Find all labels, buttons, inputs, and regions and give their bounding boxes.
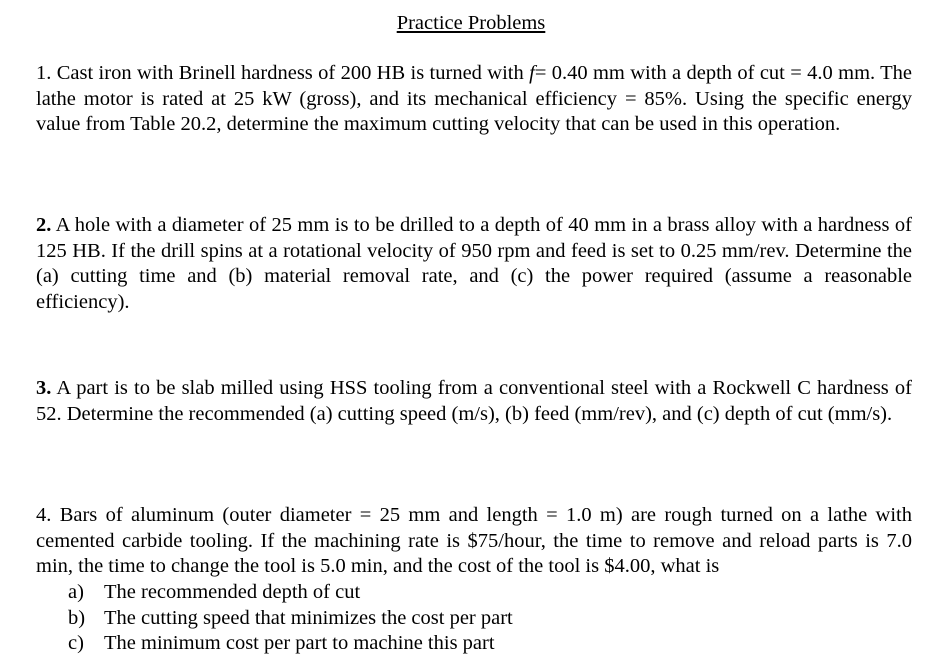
problem-4-text: Bars of aluminum (outer diameter = 25 mm and length = 1.0 m) are rough turned on a lathe with cemented carbide tooling. If the machining rate is $75/hour, the time to remove and reload parts is 7.0 min, the time to change the tool is 5.0 min, and the cost of the tool is $4.00, what is xyxy=(36,504,912,577)
item-text: The cutting speed that minimizes the cost per part xyxy=(104,607,513,629)
problem-1 xyxy=(36,61,912,138)
problem-2-number: 2. xyxy=(36,214,52,236)
problem-1-number: 1. xyxy=(36,62,52,84)
item-text: The recommended depth of cut xyxy=(104,581,361,603)
item-label: a) xyxy=(68,581,84,603)
problem-4 xyxy=(36,503,912,580)
problem-2 xyxy=(36,213,912,315)
problem-1-text-b: = 0.40 mm with a depth of cut = 4.0 mm. The lathe motor is rated at 25 kW (gross), and its mechanical efficiency = 85%. Using the specific energy value from Table 20.2, determine the maximum cutting velocity that can be used in this operation. xyxy=(36,62,913,135)
problem-3 xyxy=(36,376,912,427)
problem-1-text-a: Cast iron with Brinell hardness of 200 HB is turned with xyxy=(56,62,524,84)
item-label: b) xyxy=(68,607,86,629)
problem-4-item-c xyxy=(68,631,495,657)
problem-4-item-a xyxy=(68,580,360,606)
problem-4-item-b xyxy=(68,606,513,632)
feed-variable: f xyxy=(529,62,535,84)
problem-3-number: 3. xyxy=(36,377,52,399)
page-title: Practice Problems xyxy=(396,12,546,34)
item-text: The minimum cost per part to machine this part xyxy=(104,632,495,654)
problem-3-text: A part is to be slab milled using HSS tooling from a conventional steel with a Rockwell C hardness of 52. Determine the recommended (a) cutting speed (m/s), (b) feed (mm/rev), and (c) depth of cut (mm/s). xyxy=(36,377,912,425)
item-label: c) xyxy=(68,632,84,654)
problem-2-text: A hole with a diameter of 25 mm is to be drilled to a depth of 40 mm in a brass alloy with a hardness of 125 HB. If the drill spins at a rotational velocity of 950 rpm and feed is set to 0.25 mm/rev. Determine the (a) cutting time and (b) material removal rate, and (c) the power required (assume a reasonable efficiency). xyxy=(36,214,912,313)
problem-4-number: 4. xyxy=(36,504,52,526)
